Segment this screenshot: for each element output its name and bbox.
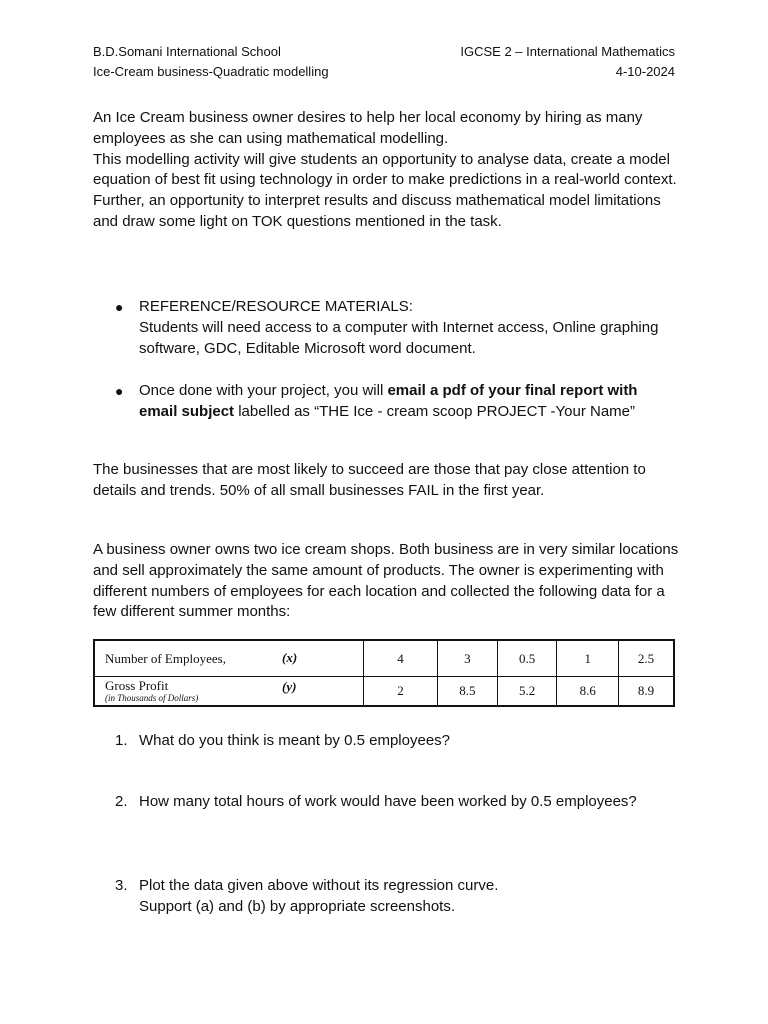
- submission-text-post: labelled as “THE Ice - cream scoop PROJECT -Your Name”: [234, 402, 636, 420]
- table-cell: 1: [557, 640, 619, 677]
- row-label-profit: [94, 677, 364, 707]
- table-cell: 5.2: [497, 677, 557, 707]
- intro-p2: This modelling activity will give students an opportunity to analyse data, create a model equation of best fit using technology in order to make predictions in a real-world context. Further, an opportunity to interpret results and discuss mathematical model limitations and draw some light on TOK questions mentioned in the task.: [93, 150, 677, 230]
- table-cell: 8.6: [557, 677, 619, 707]
- table-cell: 8.5: [438, 677, 498, 707]
- school-name: B.D.Somani International School: [93, 44, 281, 59]
- bullet-dot-icon: ●: [115, 383, 124, 399]
- x-variable: (x): [282, 650, 298, 665]
- question-number: 1.: [115, 732, 128, 749]
- profit-label: Gross Profit: [105, 678, 169, 693]
- table-cell: 0.5: [497, 640, 557, 677]
- table-cell: 4: [364, 640, 438, 677]
- course-name: IGCSE 2 – International Mathematics: [460, 44, 675, 59]
- topic-title: Ice-Cream business-Quadratic modelling: [93, 64, 329, 79]
- intro-p1: An Ice Cream business owner desires to help her local economy by hiring as many employees as she can using mathematical modelling.: [93, 109, 643, 147]
- table-cell: 3: [438, 640, 498, 677]
- bullet-resources: [115, 297, 679, 359]
- document-date: 4-10-2024: [615, 64, 675, 79]
- table-cell: 8.9: [619, 677, 674, 707]
- submission-text-bold: email a pdf of your final report with email subject: [139, 382, 638, 420]
- question-text: What do you think is meant by 0.5 employees?: [139, 732, 451, 749]
- submission-text-pre: Once done with your project, you will: [139, 382, 388, 399]
- table-row: [94, 640, 674, 677]
- intro-paragraph: [93, 108, 683, 233]
- question-1: [115, 731, 679, 752]
- shops-paragraph: A business owner owns two ice cream shops. Both business are in very similar locations and sell approximately the same amount of products. The owner is experimenting with different numbers of employees for each location and collected the following data for a few different summer months:: [93, 541, 679, 621]
- profit-unit: (in Thousands of Dollars): [105, 693, 199, 703]
- header-right: [460, 42, 675, 82]
- question-3: [115, 876, 679, 918]
- question-text: How many total hours of work would have been worked by 0.5 employees?: [139, 793, 637, 810]
- resources-text: Students will need access to a computer with Internet access, Online graphing software, GDC, Editable Microsoft word document.: [139, 318, 659, 357]
- resources-title: REFERENCE/RESOURCE MATERIALS:: [139, 298, 413, 315]
- employees-label: Number of Employees,: [105, 650, 226, 666]
- question-subtext: Support (a) and (b) by appropriate screenshots.: [139, 897, 456, 915]
- header-left: [93, 42, 329, 82]
- bullet-dot-icon: ●: [115, 299, 124, 315]
- question-number: 3.: [115, 877, 128, 894]
- question-number: 2.: [115, 793, 128, 810]
- success-paragraph: The businesses that are most likely to succeed are those that pay close attention to details and trends. 50% of all small businesses FAIL in the first year.: [93, 461, 646, 499]
- bullet-submission: [115, 381, 679, 423]
- row-label-employees: [94, 640, 364, 677]
- data-table: [93, 639, 675, 707]
- table-cell: 2.5: [619, 640, 674, 677]
- table-row: [94, 677, 674, 707]
- y-variable: (y): [282, 679, 297, 694]
- question-text: Plot the data given above without its regression curve.: [139, 877, 499, 894]
- table-cell: 2: [364, 677, 438, 707]
- question-2: [115, 792, 679, 813]
